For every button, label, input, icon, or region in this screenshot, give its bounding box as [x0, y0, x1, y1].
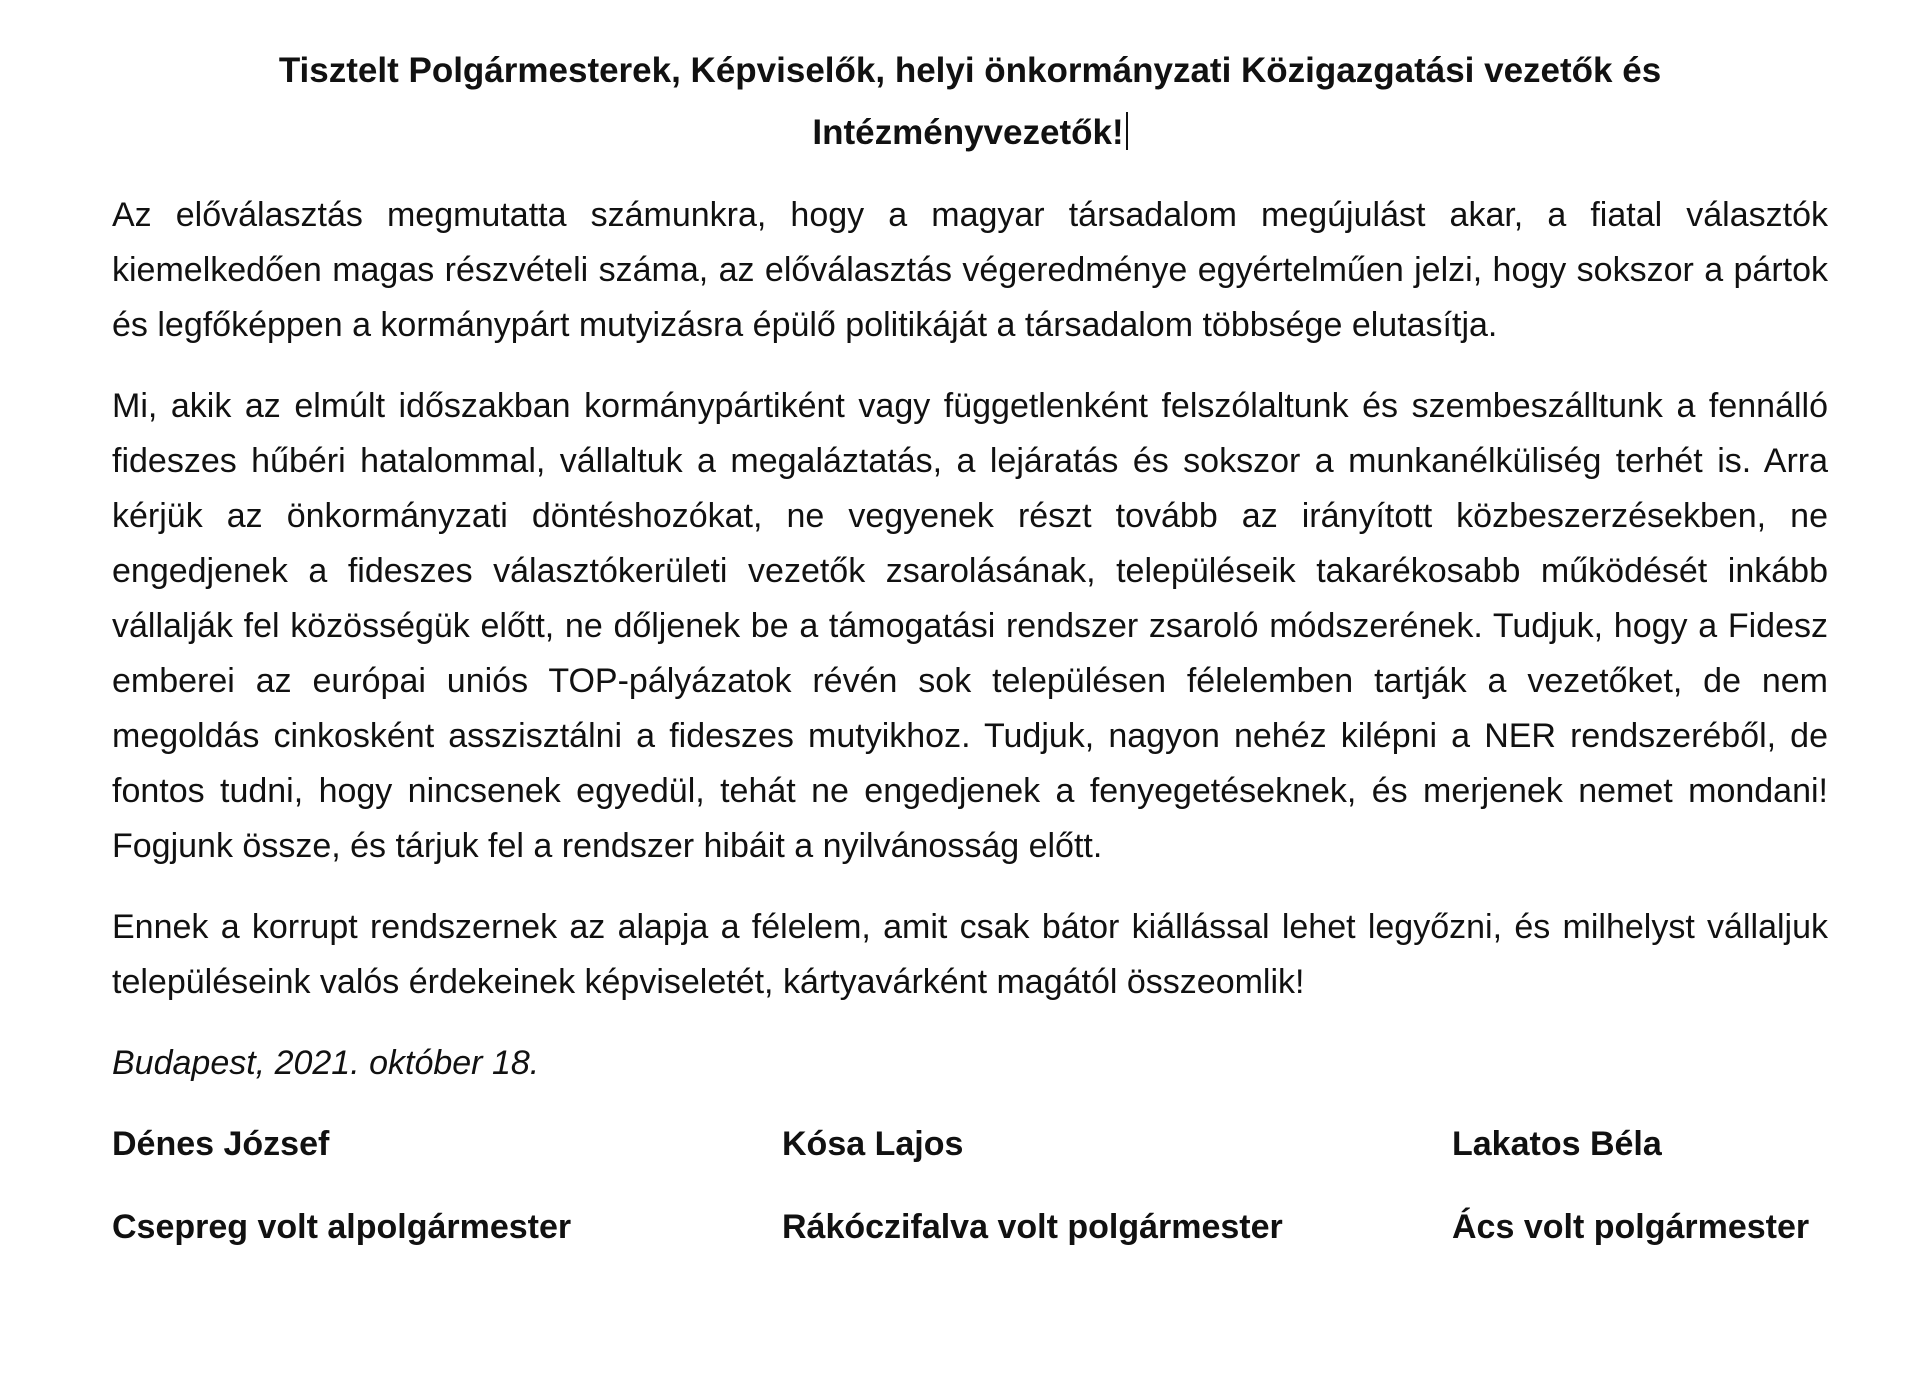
place-and-date: Budapest, 2021. október 18.: [112, 1044, 540, 1082]
signatory-name: Dénes József: [112, 1125, 330, 1163]
paragraph-2: Mi, akik az elmúlt időszakban kormánypártiként vagy függetlenként felszólaltunk és szembeszálltunk a fennálló fideszes hűbéri hatalommal, vállaltuk a megaláztatás, a lejáratás és sokszor a munkanélküliség terhét is. Arra kérjük az önkormányzati döntéshozókat, ne vegyenek részt tovább az irányított közbeszerzésekben, ne engedjenek a fideszes választókerületi vezetők zsarolásának, településeik takarékosabb működését inkább vállalják fel közösségük előtt, ne dőljenek be a támogatási rendszer zsaroló módszerének. Tudjuk, hogy a Fidesz emberei az európai uniós TOP-pályázatok révén sok településen félelemben tartják a vezetőket, de nem megoldás cinkosként asszisztálni a fideszes mutyikhoz. Tudjuk, nagyon nehéz kilépni a NER rendszeréből, de fontos tudni, hogy nincsenek egyedül, tehát ne engedjenek a fenyegetéseknek, és merjenek nemet mondani! Fogjunk össze, és tárjuk fel a rendszer hibáit a nyilvánosság előtt.: [112, 387, 1828, 865]
signatory-titles-row: [112, 1200, 1828, 1255]
signatory-name: Kósa Lajos: [782, 1125, 964, 1163]
signatory-title: Rákóczifalva volt polgármester: [782, 1208, 1283, 1246]
paragraph-3: Ennek a korrupt rendszernek az alapja a félelem, amit csak bátor kiállással lehet legyőzni, és milhelyst vállaljuk településeink valós érdekeinek képviseletét, kártyavárként magától összeomlik!: [112, 908, 1828, 1001]
signatory-title: Csepreg volt alpolgármester: [112, 1208, 572, 1246]
text-cursor: [1126, 112, 1128, 150]
paragraph-1: Az előválasztás megmutatta számunkra, hogy a magyar társadalom megújulást akar, a fiatal választók kiemelkedően magas részvételi száma, az előválasztás végeredménye egyértelműen jelzi, hogy sokszor a pártok és legfőképpen a kormánypárt mutyizásra épülő politikáját a társadalom többsége elutasítja.: [112, 196, 1828, 344]
signatory-name: Lakatos Béla: [1452, 1125, 1662, 1163]
heading-line-2-text: Intézményvezetők!: [812, 113, 1124, 152]
letter-page: [112, 40, 1828, 1283]
heading-line-1: Tisztelt Polgármesterek, Képviselők, helyi önkormányzati Közigazgatási vezetők és: [278, 51, 1662, 90]
letter-heading: [112, 40, 1828, 164]
signatory-names-row: [112, 1117, 1828, 1172]
signatory-title: Ács volt polgármester: [1452, 1208, 1810, 1246]
heading-line-2: [112, 102, 1828, 164]
